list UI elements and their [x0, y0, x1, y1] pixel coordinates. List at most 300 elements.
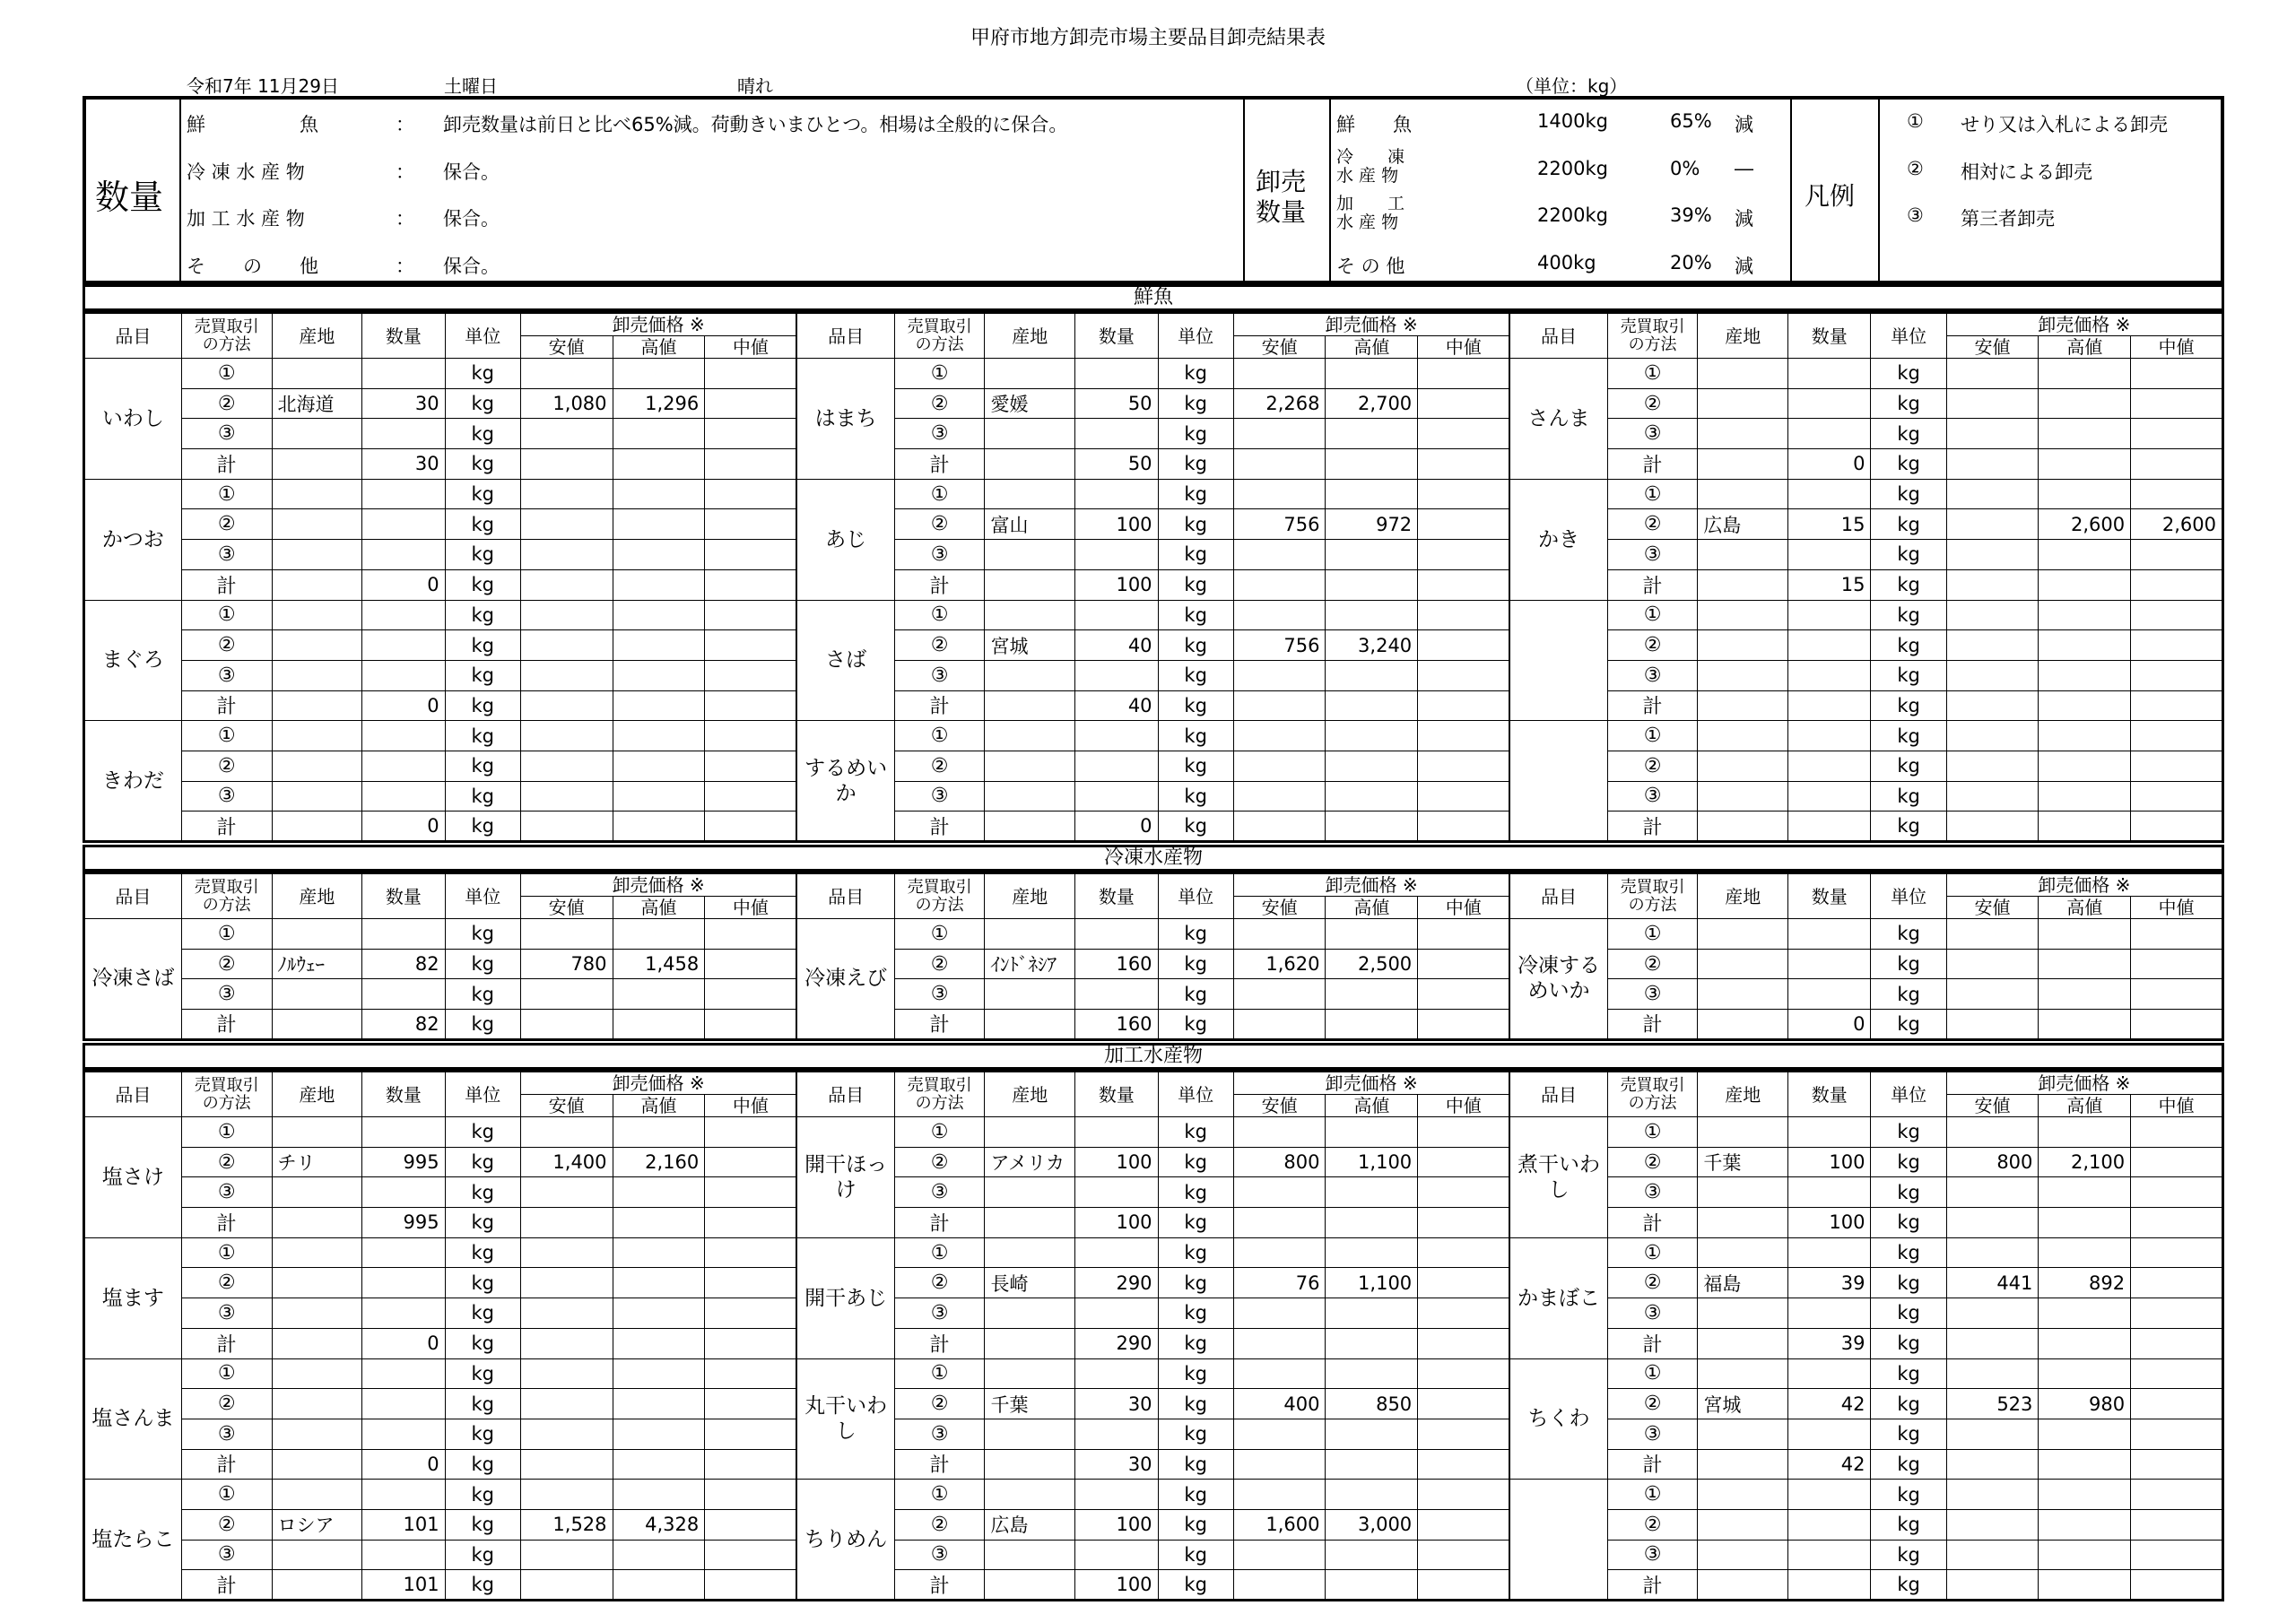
low-price-cell: 2,268: [1233, 388, 1326, 419]
table-row: [84, 1449, 2223, 1480]
origin-cell: [985, 1480, 1075, 1510]
method-mark: ②: [1607, 630, 1698, 661]
method-mark: ①: [894, 1480, 985, 1510]
origin-cell: [1698, 600, 1788, 630]
origin-cell: [272, 1449, 362, 1480]
section-title: 冷凍水産物: [83, 845, 2224, 872]
unit-cell: kg: [445, 1449, 520, 1480]
header-unit: 単位: [1871, 1072, 1946, 1117]
unit-cell: kg: [1158, 1298, 1233, 1329]
mid-price-cell: [705, 1328, 797, 1358]
header-item: 品目: [796, 313, 894, 359]
mid-price-cell: [2131, 419, 2223, 449]
origin-cell: [1698, 630, 1788, 661]
origin-cell: [1698, 949, 1788, 979]
mid-price-cell: [705, 1298, 797, 1329]
unit-cell: kg: [1871, 1389, 1946, 1419]
header-method: [1607, 873, 1698, 919]
table-row: [84, 569, 2223, 600]
high-price-cell: [1326, 479, 1418, 509]
low-price-cell: [1946, 1237, 2039, 1268]
method-mark: 計: [894, 1208, 985, 1238]
unit-cell: kg: [1871, 359, 1946, 389]
mid-price-cell: [2131, 1509, 2223, 1540]
mid-price-cell: [2131, 1358, 2223, 1389]
mid-price-cell: [705, 1540, 797, 1570]
low-price-cell: [1946, 949, 2039, 979]
header-method-line: 売買取引: [907, 317, 972, 336]
origin-cell: [272, 1268, 362, 1298]
method-mark: ②: [181, 1389, 272, 1419]
header-method-line: の方法: [202, 334, 251, 354]
qty-cell: [1788, 1237, 1871, 1268]
volume-direction: 減: [1735, 256, 1753, 277]
unit-cell: kg: [1871, 540, 1946, 570]
volume-category: 水 産 物: [1336, 213, 1399, 232]
item-name: 塩さんま: [84, 1358, 182, 1480]
origin-cell: [272, 600, 362, 630]
mid-price-cell: [1418, 1268, 1510, 1298]
qty-cell: 0: [1788, 449, 1871, 480]
origin-cell: [1698, 1208, 1788, 1238]
origin-cell: 宮城: [985, 630, 1075, 661]
unit-cell: kg: [1871, 1208, 1946, 1238]
method-mark: ③: [181, 419, 272, 449]
unit-cell: kg: [1871, 1147, 1946, 1177]
unit-cell: kg: [445, 1328, 520, 1358]
low-price-cell: [520, 630, 613, 661]
comment-text: 保合。: [443, 256, 500, 277]
table-row: [84, 781, 2223, 812]
header-price: 卸売価格 ※: [1233, 1072, 1509, 1095]
low-price-cell: [520, 1117, 613, 1148]
unit-cell: kg: [445, 1570, 520, 1601]
low-price-cell: [1233, 1177, 1326, 1208]
header-item: 品目: [1509, 313, 1607, 359]
header-qty: 数量: [1075, 313, 1158, 359]
unit-cell: kg: [1871, 979, 1946, 1010]
volume-direction: 減: [1735, 114, 1753, 135]
header-row: [84, 873, 2223, 897]
origin-cell: [1698, 919, 1788, 950]
unit-cell: kg: [1158, 509, 1233, 540]
origin-cell: [985, 600, 1075, 630]
item-name: 冷凍するめいか: [1509, 919, 1607, 1040]
header-item: 品目: [1509, 1072, 1607, 1117]
header-item: 品目: [84, 1072, 182, 1117]
header-high: 高値: [2039, 336, 2131, 359]
method-mark: 計: [1607, 690, 1698, 721]
header-low: 安値: [1946, 1095, 2039, 1117]
header-method-line: の方法: [1628, 895, 1677, 915]
low-price-cell: [1946, 630, 2039, 661]
origin-cell: [1698, 479, 1788, 509]
qty-cell: [362, 919, 445, 950]
origin-cell: [985, 1010, 1075, 1040]
unit-cell: kg: [1158, 1268, 1233, 1298]
method-mark: ③: [1607, 1540, 1698, 1570]
header-price: 卸売価格 ※: [1233, 873, 1509, 897]
item-name: 煮干いわし: [1509, 1117, 1607, 1238]
unit-cell: kg: [1871, 781, 1946, 812]
qty-cell: [362, 721, 445, 751]
unit-cell: kg: [445, 1147, 520, 1177]
method-mark: ③: [1607, 1419, 1698, 1449]
method-mark: ①: [894, 359, 985, 389]
section-table: [83, 1070, 2224, 1601]
low-price-cell: [1233, 1358, 1326, 1389]
header-price: 卸売価格 ※: [1233, 313, 1509, 336]
qty-cell: [1788, 690, 1871, 721]
unit-cell: kg: [445, 449, 520, 480]
table-row: [84, 600, 2223, 630]
origin-cell: [272, 1358, 362, 1389]
qty-cell: [1788, 1509, 1871, 1540]
origin-cell: [272, 1570, 362, 1601]
header-price: 卸売価格 ※: [1946, 873, 2222, 897]
low-price-cell: [520, 919, 613, 950]
high-price-cell: [613, 1208, 705, 1238]
mid-price-cell: [2131, 1480, 2223, 1510]
origin-cell: [985, 1208, 1075, 1238]
method-mark: ①: [181, 1480, 272, 1510]
mid-price-cell: 2,600: [2131, 509, 2223, 540]
volume-qty: 1400kg: [1537, 110, 1608, 132]
high-price-cell: [613, 1298, 705, 1329]
table-row: [84, 388, 2223, 419]
origin-cell: [272, 1010, 362, 1040]
unit-cell: kg: [1871, 1358, 1946, 1389]
low-price-cell: [520, 781, 613, 812]
qty-cell: 0: [362, 1449, 445, 1480]
low-price-cell: [1233, 690, 1326, 721]
low-price-cell: 780: [520, 949, 613, 979]
qty-cell: [362, 509, 445, 540]
origin-cell: [985, 479, 1075, 509]
method-mark: 計: [894, 690, 985, 721]
mid-price-cell: [705, 721, 797, 751]
method-mark: ①: [181, 359, 272, 389]
origin-cell: [272, 1419, 362, 1449]
method-mark: ②: [181, 1268, 272, 1298]
unit-cell: kg: [1158, 1540, 1233, 1570]
mid-price-cell: [705, 359, 797, 389]
item-name: [1509, 600, 1607, 721]
origin-cell: [272, 419, 362, 449]
high-price-cell: [1326, 751, 1418, 781]
high-price-cell: [613, 1480, 705, 1510]
mid-price-cell: [1418, 1208, 1510, 1238]
method-mark: ③: [894, 1540, 985, 1570]
volume-category: 水 産 物: [1336, 166, 1399, 186]
mid-price-cell: [1418, 812, 1510, 842]
origin-cell: [1698, 721, 1788, 751]
low-price-cell: [520, 569, 613, 600]
low-price-cell: 1,620: [1233, 949, 1326, 979]
unit-cell: kg: [1158, 388, 1233, 419]
high-price-cell: [2039, 569, 2131, 600]
origin-cell: 千葉: [1698, 1147, 1788, 1177]
item-name: かき: [1509, 479, 1607, 600]
mid-price-cell: [2131, 359, 2223, 389]
low-price-cell: [520, 449, 613, 480]
header-origin: 産地: [985, 873, 1075, 919]
qty-cell: [362, 630, 445, 661]
mid-price-cell: [705, 419, 797, 449]
volume-pct: 20%: [1670, 252, 1712, 273]
header-row: [84, 1072, 2223, 1095]
header-origin: 産地: [985, 1072, 1075, 1117]
method-mark: ③: [181, 1298, 272, 1329]
qty-cell: 160: [1075, 949, 1158, 979]
header-unit: 単位: [1158, 1072, 1233, 1117]
qty-cell: [1075, 1480, 1158, 1510]
report-weekday: 土曜日: [444, 75, 498, 97]
qty-cell: 50: [1075, 388, 1158, 419]
origin-cell: [272, 1237, 362, 1268]
mid-price-cell: [1418, 600, 1510, 630]
mid-price-cell: [2131, 1147, 2223, 1177]
mid-price-cell: [1418, 1480, 1510, 1510]
method-mark: 計: [181, 690, 272, 721]
header-price: 卸売価格 ※: [520, 873, 796, 897]
high-price-cell: [613, 569, 705, 600]
legend-mark: ③: [1907, 204, 1924, 226]
header-qty: 数量: [1788, 313, 1871, 359]
header-method-line: の方法: [915, 895, 964, 915]
volume-qty: 2200kg: [1537, 204, 1608, 226]
volume-label: 卸売: [1256, 167, 1307, 196]
header-mid: 中値: [705, 1095, 797, 1117]
item-name: 冷凍さば: [84, 919, 182, 1040]
high-price-cell: 1,100: [1326, 1147, 1418, 1177]
high-price-cell: [2039, 1117, 2131, 1148]
origin-cell: [272, 630, 362, 661]
unit-note: （単位：kg）: [1516, 75, 1628, 97]
low-price-cell: [1946, 812, 2039, 842]
high-price-cell: [2039, 751, 2131, 781]
qty-cell: [1075, 979, 1158, 1010]
low-price-cell: [520, 1389, 613, 1419]
low-price-cell: [1946, 1208, 2039, 1238]
low-price-cell: [1946, 979, 2039, 1010]
mid-price-cell: [2131, 1268, 2223, 1298]
qty-cell: [1788, 1298, 1871, 1329]
header-method-line: 売買取引: [194, 317, 259, 336]
low-price-cell: [1946, 1328, 2039, 1358]
unit-cell: kg: [445, 1358, 520, 1389]
header-qty: 数量: [1788, 873, 1871, 919]
unit-cell: kg: [1871, 1177, 1946, 1208]
table-row: [84, 630, 2223, 661]
qty-cell: 100: [1788, 1208, 1871, 1238]
unit-cell: kg: [445, 781, 520, 812]
low-price-cell: [520, 509, 613, 540]
volume-qty: 400kg: [1537, 252, 1596, 273]
high-price-cell: [613, 479, 705, 509]
qty-cell: 0: [1075, 812, 1158, 842]
high-price-cell: [613, 660, 705, 690]
low-price-cell: [1233, 569, 1326, 600]
qty-cell: [362, 419, 445, 449]
unit-cell: kg: [445, 479, 520, 509]
origin-cell: [985, 419, 1075, 449]
method-mark: ③: [1607, 781, 1698, 812]
qty-cell: [1788, 751, 1871, 781]
header-unit: 単位: [445, 873, 520, 919]
low-price-cell: [520, 690, 613, 721]
high-price-cell: [2039, 1419, 2131, 1449]
high-price-cell: 2,160: [613, 1147, 705, 1177]
unit-cell: kg: [445, 569, 520, 600]
high-price-cell: 1,458: [613, 949, 705, 979]
method-mark: 計: [1607, 812, 1698, 842]
low-price-cell: [1233, 1117, 1326, 1148]
origin-cell: [1698, 690, 1788, 721]
unit-cell: kg: [1871, 600, 1946, 630]
method-mark: ②: [181, 1509, 272, 1540]
mid-price-cell: [2131, 600, 2223, 630]
method-mark: ③: [1607, 419, 1698, 449]
qty-cell: 42: [1788, 1449, 1871, 1480]
low-price-cell: 800: [1946, 1147, 2039, 1177]
volume-label: 数量: [1256, 197, 1307, 227]
origin-cell: [985, 1117, 1075, 1148]
method-mark: ②: [894, 509, 985, 540]
legend-text: 相対による卸売: [1961, 161, 2092, 183]
qty-cell: [1788, 540, 1871, 570]
header-price: 卸売価格 ※: [520, 313, 796, 336]
method-mark: ①: [894, 1117, 985, 1148]
header-method: [181, 1072, 272, 1117]
low-price-cell: [1946, 1117, 2039, 1148]
legend-text: 第三者卸売: [1961, 208, 2055, 230]
method-mark: ②: [894, 1147, 985, 1177]
origin-cell: [985, 1298, 1075, 1329]
item-name: かつお: [84, 479, 182, 600]
origin-cell: [985, 1177, 1075, 1208]
section-table: [83, 311, 2224, 843]
method-mark: ②: [1607, 388, 1698, 419]
qty-cell: 15: [1788, 569, 1871, 600]
low-price-cell: [1233, 751, 1326, 781]
item-name: 冷凍えび: [796, 919, 894, 1040]
unit-cell: kg: [1158, 812, 1233, 842]
header-low: 安値: [1946, 336, 2039, 359]
high-price-cell: [613, 1117, 705, 1148]
low-price-cell: [520, 1480, 613, 1510]
origin-cell: [272, 509, 362, 540]
origin-cell: [272, 449, 362, 480]
unit-cell: kg: [445, 630, 520, 661]
method-mark: ①: [181, 479, 272, 509]
qty-cell: [1788, 479, 1871, 509]
mid-price-cell: [2131, 1328, 2223, 1358]
method-mark: ①: [894, 600, 985, 630]
low-price-cell: [1946, 509, 2039, 540]
qty-cell: 39: [1788, 1268, 1871, 1298]
qty-cell: [362, 1298, 445, 1329]
high-price-cell: [2039, 1237, 2131, 1268]
item-name: まぐろ: [84, 600, 182, 721]
method-mark: ②: [894, 1268, 985, 1298]
mid-price-cell: [705, 388, 797, 419]
header-high: 高値: [1326, 1095, 1418, 1117]
high-price-cell: [613, 721, 705, 751]
unit-cell: kg: [445, 1480, 520, 1510]
qty-cell: [1075, 1177, 1158, 1208]
method-mark: ③: [894, 1177, 985, 1208]
qty-cell: 100: [1075, 1509, 1158, 1540]
report-weather: 晴れ: [737, 75, 773, 97]
origin-cell: [985, 540, 1075, 570]
mid-price-cell: [1418, 449, 1510, 480]
high-price-cell: [1326, 812, 1418, 842]
unit-cell: kg: [1871, 509, 1946, 540]
origin-cell: [985, 359, 1075, 389]
low-price-cell: [520, 479, 613, 509]
mid-price-cell: [2131, 1298, 2223, 1329]
origin-cell: アメリカ: [985, 1147, 1075, 1177]
origin-cell: [985, 812, 1075, 842]
table-row: [84, 812, 2223, 842]
method-mark: 計: [1607, 1328, 1698, 1358]
method-mark: ③: [181, 660, 272, 690]
origin-cell: [272, 1540, 362, 1570]
method-mark: ③: [894, 419, 985, 449]
header-method: [894, 1072, 985, 1117]
method-mark: ①: [181, 1117, 272, 1148]
unit-cell: kg: [1871, 949, 1946, 979]
qty-cell: 100: [1075, 1570, 1158, 1601]
unit-cell: kg: [445, 660, 520, 690]
qty-cell: [1788, 812, 1871, 842]
mid-price-cell: [2131, 979, 2223, 1010]
unit-cell: kg: [445, 1010, 520, 1040]
origin-cell: [985, 690, 1075, 721]
header-method-line: 売買取引: [1620, 877, 1685, 897]
origin-cell: [1698, 979, 1788, 1010]
mid-price-cell: [705, 1449, 797, 1480]
qty-cell: [362, 359, 445, 389]
unit-cell: kg: [1158, 1328, 1233, 1358]
header-mid: 中値: [1418, 1095, 1510, 1117]
low-price-cell: [1946, 721, 2039, 751]
item-name: あじ: [796, 479, 894, 600]
section-title: 鮮魚: [83, 284, 2224, 311]
method-mark: ①: [1607, 721, 1698, 751]
high-price-cell: 2,700: [1326, 388, 1418, 419]
item-name: 塩たらこ: [84, 1480, 182, 1601]
comment-category: 加 工 水 産 物: [187, 208, 305, 230]
high-price-cell: [613, 1540, 705, 1570]
origin-cell: [272, 1298, 362, 1329]
unit-cell: kg: [1871, 1449, 1946, 1480]
mid-price-cell: [2131, 449, 2223, 480]
high-price-cell: [2039, 1298, 2131, 1329]
comment-colon: ：: [396, 256, 414, 277]
high-price-cell: 2,600: [2039, 509, 2131, 540]
header-method-line: 売買取引: [1620, 317, 1685, 336]
mid-price-cell: [2131, 569, 2223, 600]
mid-price-cell: [705, 630, 797, 661]
header-unit: 単位: [1158, 873, 1233, 919]
mid-price-cell: [705, 1419, 797, 1449]
unit-cell: kg: [1158, 751, 1233, 781]
low-price-cell: [1946, 1570, 2039, 1601]
method-mark: ③: [181, 1177, 272, 1208]
method-mark: 計: [894, 812, 985, 842]
